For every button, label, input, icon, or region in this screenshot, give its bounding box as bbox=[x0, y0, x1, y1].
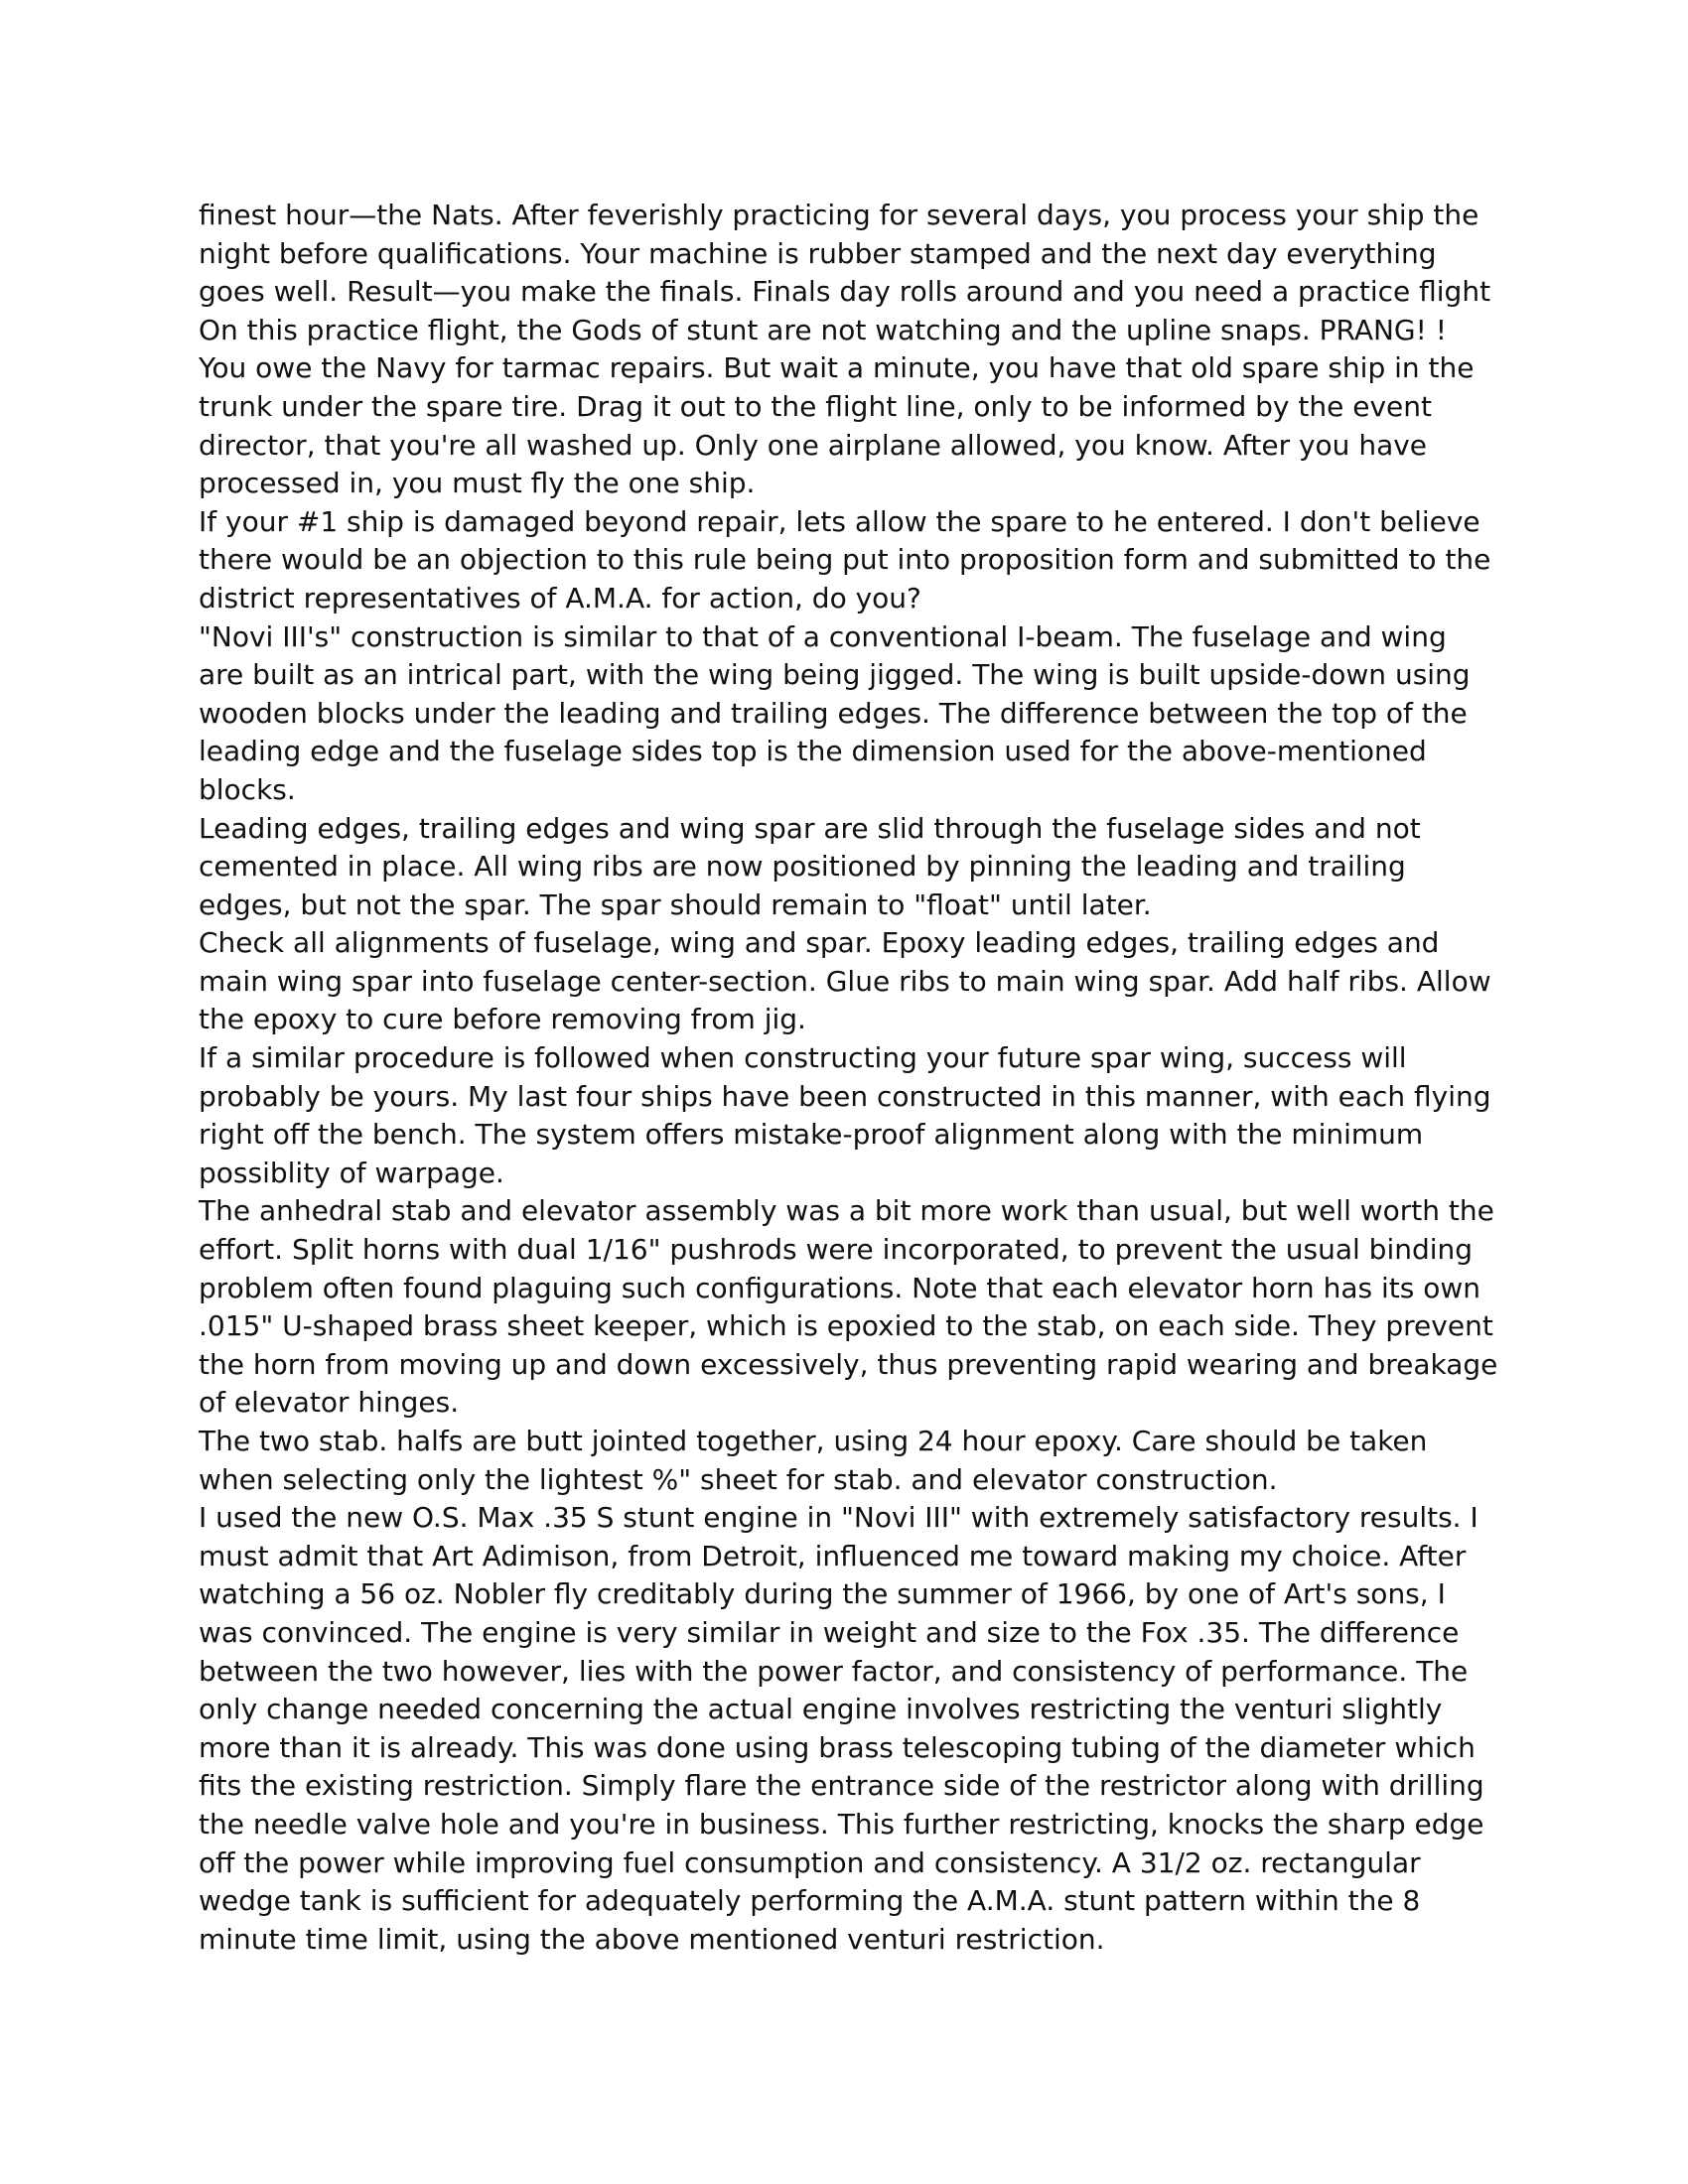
paragraph-spare-ship-rule: If your #1 ship is damaged beyond repair, lets allow the spare to he entered. I don't believe there would be an objection to this rule being put into proposition form and submitted to the district representatives of A.M.A. for action, do you? bbox=[199, 504, 1491, 614]
paragraph-leading-edges: Leading edges, trailing edges and wing spar are slid through the fuselage sides and not cemented in place. All wing ribs are now positioned by pinning the leading and trailing edges, but not the spar. The spar should remain to "float" until later. bbox=[199, 811, 1421, 921]
article-body bbox=[199, 197, 1499, 1959]
paragraph-engine: I used the new O.S. Max .35 S stunt engine in "Novi III" with extremely satisfactory results. I must admit that Art Adimison, from Detroit, influenced me toward making my choice. After watching a 56 oz. Nobler fly creditably during the summer of 1966, by one of Art's sons, I was convinced. The engine is very similar in weight and size to the Fox .35. The difference between the two however, lies with the power factor, and consistency of performance. The only change needed concerning the actual engine involves restricting the venturi slightly more than it is already. This was done using brass telescoping tubing of the diameter which fits the existing restriction. Simply flare the entrance side of the restrictor along with drilling the needle valve hole and you're in business. This further restricting, knocks the sharp edge off the power while improving fuel consumption and consistency. A 31/2 oz. rectangular wedge tank is sufficient for adequately performing the A.M.A. stunt pattern within the 8 minute time limit, using the above mentioned venturi restriction. bbox=[199, 1501, 1484, 1956]
paragraph-procedure-success: If a similar procedure is followed when constructing your future spar wing, success will probably be yours. My last four ships have been constructed in this manner, with each flying right off the bench. The system offers mistake-proof alignment along with the minimum possiblity of warpage. bbox=[199, 1041, 1491, 1189]
paragraph-stab-elevator: The anhedral stab and elevator assembly was a bit more work than usual, but well worth the effort. Split horns with dual 1/16" pushrods were incorporated, to prevent the usual binding problem often found plaguing such configurations. Note that each elevator horn has its own .015" U-shaped brass sheet keeper, which is epoxied to the stab, on each side. They prevent the horn from moving up and down excessively, thus preventing rapid wearing and breakage of elevator hinges. bbox=[199, 1194, 1498, 1420]
paragraph-construction: "Novi III's" construction is similar to that of a conventional I-beam. The fuselage and wing are built as an intrical part, with the wing being jigged. The wing is built upside-down using wooden blocks under the leading and trailing edges. The difference between the top of the leading edge and the fuselage sides top is the dimension used for the above-mentioned blocks. bbox=[199, 619, 1471, 806]
paragraph-alignment-check: Check all alignments of fuselage, wing and spar. Epoxy leading edges, trailing edges and main wing spar into fuselage center-section. Glue ribs to main wing spar. Add half ribs. Allow the epoxy to cure before removing from jig. bbox=[199, 926, 1491, 1036]
paragraph-nats-story: finest hour—the Nats. After feverishly practicing for several days, you process your ship the night before qualifications. Your machine is rubber stamped and the next day everything goes well. Result—you make the finals. Finals day rolls around and you need a practice flight On this practice flight, the Gods of stunt are not watching and the upline snaps. PRANG! ! You owe the Navy for tarmac repairs. But wait a minute, you have that old spare ship in the trunk under the spare tire. Drag it out to the flight line, only to be informed by the event director, that you're all washed up. Only one airplane allowed, you know. After you have processed in, you must fly the one ship. bbox=[199, 199, 1491, 500]
paragraph-stab-halves: The two stab. halfs are butt jointed together, using 24 hour epoxy. Care should be taken when selecting only the lightest %" sheet for stab. and elevator construction. bbox=[199, 1425, 1428, 1496]
